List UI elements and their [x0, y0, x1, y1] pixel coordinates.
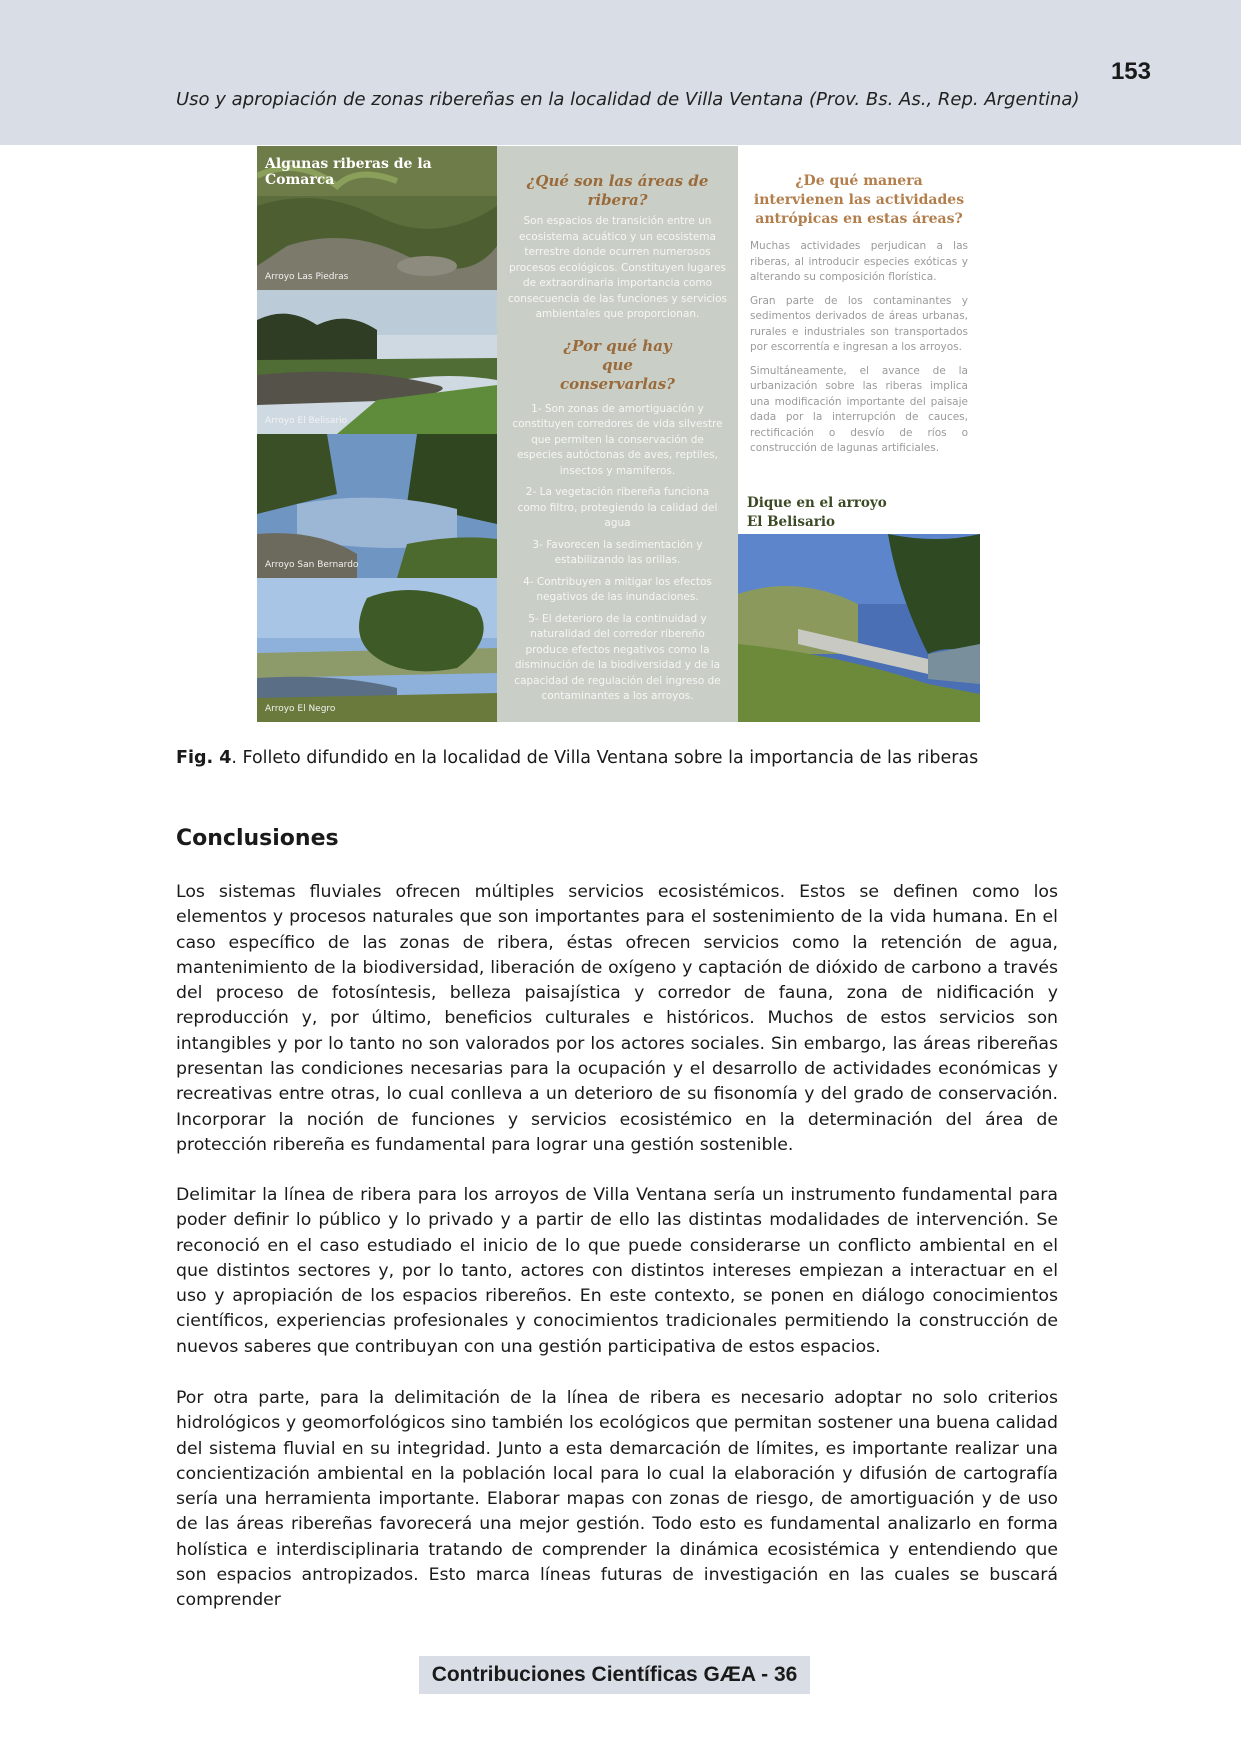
- body-paragraph: Delimitar la línea de ribera para los arroyos de Villa Ventana sería un instrumento fundamental para poder definir lo público y lo privado y a partir de ello las distintas modalidades de intervención. Se reconoció en el caso estudiado el inicio de lo que puede considerarse un conflicto ambiental en el que distintos sectores y, por lo tanto, actores con distintos intereses empiezan a interactuar en el uso y apropiación de los espacios ribereños. En este contexto, se ponen en diálogo conocimientos científicos, experiencias profesionales y conocimientos tradicionales permitiendo la construcción de nuevos saberes que contribuyan con una gestión participativa de estos espacios.: [176, 1185, 1058, 1357]
- figure-label: Fig. 4: [176, 748, 232, 768]
- photo-caption: Arroyo El Negro: [265, 704, 336, 714]
- right-heading: ¿De qué manera intervienen las actividades antrópicas en estas áreas?: [753, 173, 965, 227]
- body-paragraph: Los sistemas fluviales ofrecen múltiples servicios ecosistémicos. Estos se definen como los elementos y procesos naturales que son importantes para el sostenimiento de la vida humana. En el caso específico de las zonas de ribera, éstas ofrecen servicios como la retención de agua, mantenimiento de la biodiversidad, liberación de oxígeno y captación de dióxido de carbono a través del proceso de fotosíntesis, belleza paisajística y corredor de fauna, zona de nidificación y reproducción y, por último, beneficios culturales e históricos. Muchos de estos servicios son intangibles y por lo tanto no son valorados por los actores sociales. Sin embargo, las áreas ribereñas presentan las condiciones necesarias para la ocupación y el desarrollo de actividades económicas y recreativas entre otras, lo cual conlleva a un deterioro de su fisonomía y del grado de conservación. Incorporar la noción de funciones y servicios ecosistémico en la determinación del área de protección ribereña es fundamental para lograr una gestión sostenible.: [176, 882, 1058, 1155]
- brochure-middle-panel: [497, 146, 738, 722]
- footer-journal-label: Contribuciones Científicas GÆA - 36: [419, 1656, 810, 1694]
- right-paragraph: Simultáneamente, el avance de la urbanización sobre las riberas implica una modificación importante del paisaje dada por la interrupción de cauces, rectificación o desvío de ríos o construcción de lagunas artificiales.: [750, 364, 968, 454]
- list-item: 5- El deterioro de la continuidad y naturalidad del corredor ribereño produce efectos negativos como la disminución de la biodiversidad y de la capacidad de regulación del ingreso de contaminantes a los arroyos.: [514, 612, 721, 702]
- left-panel-title: Algunas riberas de la Comarca: [265, 156, 432, 188]
- brochure-left-panel: [257, 146, 497, 722]
- list-item: 3- Favorecen la sedimentación y estabilizando las orillas.: [532, 538, 703, 566]
- photo-arroyo-el-negro: [257, 578, 497, 722]
- photo-dique-el-belisario: [738, 534, 980, 722]
- middle-text-1: Son espacios de transición entre un ecosistema acuático y un ecosistema terrestre donde ocurren numerosos procesos ecológicos. Constituyen lugares de extraordinaria importancia como consecuencia de las funciones y servicios ambientales que proporcionan.: [508, 215, 727, 320]
- photo-caption: Arroyo Las Piedras: [265, 272, 349, 282]
- header-band: [0, 0, 1241, 145]
- running-title: Uso y apropiación de zonas ribereñas en la localidad de Villa Ventana (Prov. Bs. As., Rep. Argentina): [176, 89, 1080, 110]
- photo-caption: Arroyo San Bernardo: [265, 560, 359, 570]
- brochure-figure: [257, 146, 980, 722]
- photo-caption: Arroyo El Belisario: [265, 416, 348, 426]
- middle-heading-2: ¿Por qué hay que conservarlas?: [560, 336, 675, 393]
- list-item: 1- Son zonas de amortiguación y constituyen corredores de vida silvestre que permiten la conservación de especies autóctonas de aves, reptiles, insectos y mamíferos.: [512, 402, 723, 477]
- brochure-right-panel: [738, 146, 980, 722]
- figure-caption-text: . Folleto difundido en la localidad de Villa Ventana sobre la importancia de las riberas: [231, 748, 979, 768]
- page-number: 153: [1110, 58, 1151, 85]
- photo-arroyo-el-belisario: [257, 290, 497, 434]
- body-paragraph: Por otra parte, para la delimitación de la línea de ribera es necesario adoptar no solo criterios hidrológicos y geomorfológicos sino también los ecológicos que permitan sostener una buena calidad del sistema fluvial en su integridad. Junto a esta demarcación de límites, es importante realizar una concientización ambiental en la población local para lo cual la elaboración y difusión de cartografía sería una herramienta importante. Elaborar mapas con zonas de riesgo, de amortiguación y de uso de las áreas ribereñas favorecerá una mejor gestión. Todo esto es fundamental analizarlo en forma holística e interdisciplinaria tratando de comprender la dinámica ecosistémica y entendiendo que son espacios antropizados. Esto marca líneas futuras de investigación en las cuales se buscará comprender: [176, 1388, 1058, 1611]
- figure-caption: [176, 748, 978, 768]
- section-heading: Conclusiones: [176, 826, 339, 851]
- dam-photo-title: Dique en el arroyo El Belisario: [747, 495, 887, 530]
- right-paragraph: Muchas actividades perjudican a las riberas, al introducir especies exóticas y alterando su composición florística.: [750, 240, 968, 283]
- list-item: 2- La vegetación ribereña funciona como filtro, protegiendo la calidad del agua: [517, 486, 718, 529]
- list-item: 4- Contribuyen a mitigar los efectos negativos de las inundaciones.: [523, 575, 712, 603]
- conservation-reasons-list: [505, 402, 730, 705]
- right-paragraph: Gran parte de los contaminantes y sedimentos derivados de áreas urbanas, rurales e industriales son transportados por escorrentía e ingresan a los arroyos.: [750, 294, 968, 353]
- photo-arroyo-san-bernardo: [257, 434, 497, 578]
- middle-heading-1: ¿Qué son las áreas de ribera?: [526, 172, 709, 209]
